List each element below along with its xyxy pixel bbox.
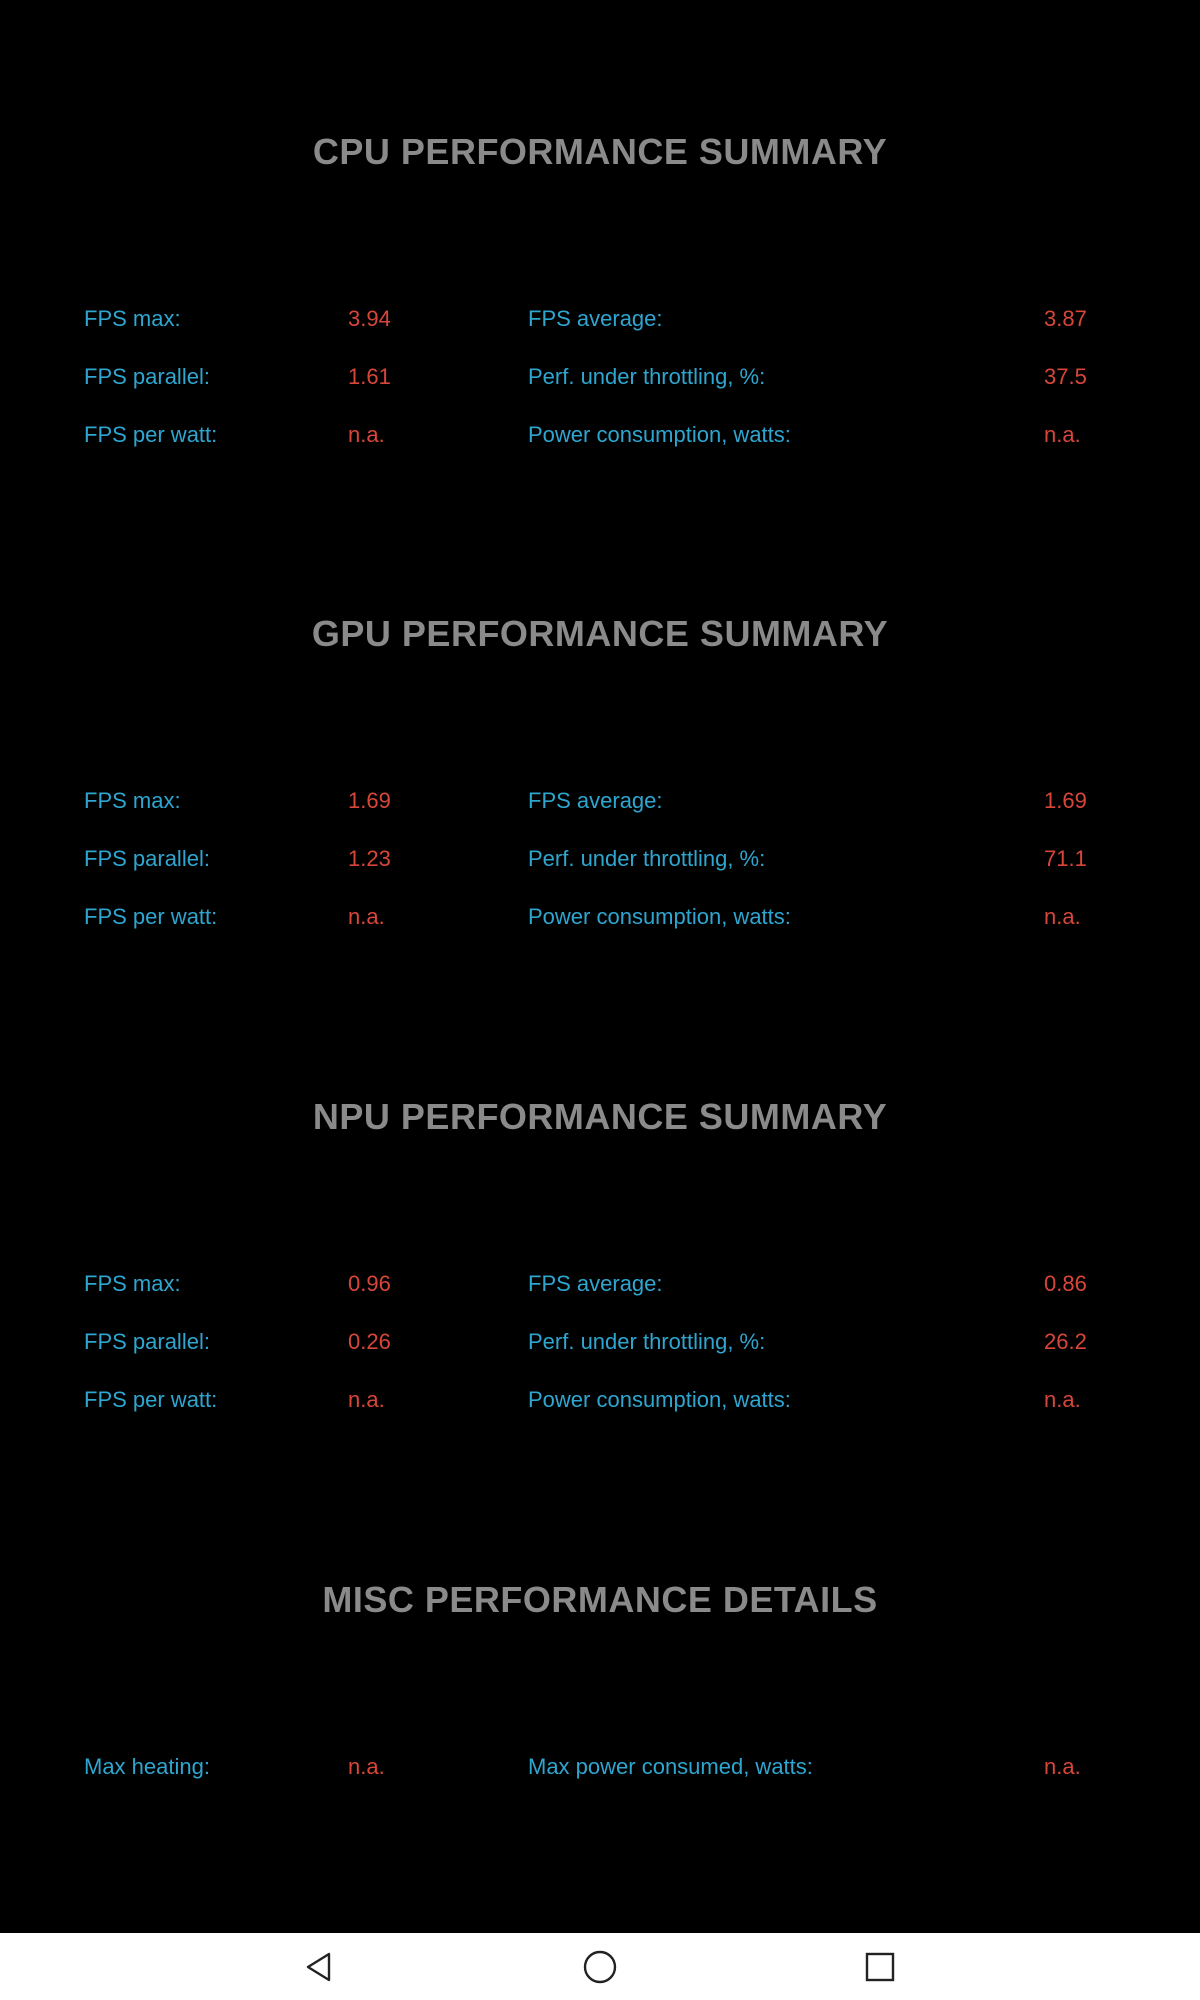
cpu-fps-parallel-value: 1.61 — [348, 364, 391, 389]
misc-section-title: MISC PERFORMANCE DETAILS — [322, 1579, 878, 1620]
cpu-power-value: n.a. — [1044, 422, 1081, 447]
npu-row-3 — [0, 1380, 1200, 1420]
max-power-label: Max power consumed, watts: — [528, 1754, 813, 1779]
recent-square-icon — [863, 1950, 897, 1984]
cpu-fps-average-value: 3.87 — [1044, 306, 1087, 331]
gpu-section-title: GPU PERFORMANCE SUMMARY — [311, 613, 889, 654]
max-power-value: n.a. — [1044, 1754, 1081, 1779]
recent-apps-button[interactable] — [860, 1947, 900, 1987]
gpu-throttling-value: 71.1 — [1044, 846, 1087, 871]
cpu-throttling-value: 37.5 — [1044, 364, 1087, 389]
gpu-row-1 — [0, 781, 1200, 821]
gpu-fps-parallel-label: FPS parallel: — [84, 846, 210, 871]
cpu-power-label: Power consumption, watts: — [528, 422, 791, 447]
npu-fps-per-watt-value: n.a. — [348, 1387, 385, 1412]
npu-fps-average-label: FPS average: — [528, 1271, 663, 1296]
cpu-fps-per-watt-value: n.a. — [348, 422, 385, 447]
max-heating-label: Max heating: — [84, 1754, 210, 1779]
npu-fps-max-value: 0.96 — [348, 1271, 391, 1296]
cpu-fps-max-label: FPS max: — [84, 306, 181, 331]
cpu-row-1 — [0, 299, 1200, 339]
cpu-fps-max-value: 3.94 — [348, 306, 391, 331]
npu-throttling-value: 26.2 — [1044, 1329, 1087, 1354]
max-heating-value: n.a. — [348, 1754, 385, 1779]
gpu-row-2 — [0, 839, 1200, 879]
misc-row-1 — [0, 1747, 1200, 1787]
cpu-throttling-label: Perf. under throttling, %: — [528, 364, 766, 389]
back-triangle-icon — [303, 1950, 337, 1984]
gpu-fps-average-value: 1.69 — [1044, 788, 1087, 813]
npu-power-value: n.a. — [1044, 1387, 1081, 1412]
home-circle-icon — [582, 1949, 618, 1985]
gpu-fps-max-label: FPS max: — [84, 788, 181, 813]
gpu-power-value: n.a. — [1044, 904, 1081, 929]
npu-throttling-label: Perf. under throttling, %: — [528, 1329, 766, 1354]
npu-fps-average-value: 0.86 — [1044, 1271, 1087, 1296]
cpu-fps-parallel-label: FPS parallel: — [84, 364, 210, 389]
cpu-row-3 — [0, 415, 1200, 455]
npu-fps-parallel-label: FPS parallel: — [84, 1329, 210, 1354]
gpu-row-3 — [0, 897, 1200, 937]
gpu-fps-max-value: 1.69 — [348, 788, 391, 813]
back-button[interactable] — [300, 1947, 340, 1987]
npu-row-2 — [0, 1322, 1200, 1362]
npu-row-1 — [0, 1264, 1200, 1304]
gpu-fps-per-watt-value: n.a. — [348, 904, 385, 929]
cpu-fps-average-label: FPS average: — [528, 306, 663, 331]
home-button[interactable] — [580, 1947, 620, 1987]
navigation-bar — [0, 1933, 1200, 2000]
gpu-fps-average-label: FPS average: — [528, 788, 663, 813]
gpu-fps-per-watt-label: FPS per watt: — [84, 904, 218, 929]
gpu-throttling-label: Perf. under throttling, %: — [528, 846, 766, 871]
cpu-fps-per-watt-label: FPS per watt: — [84, 422, 218, 447]
gpu-power-label: Power consumption, watts: — [528, 904, 791, 929]
cpu-row-2 — [0, 357, 1200, 397]
npu-fps-per-watt-label: FPS per watt: — [84, 1387, 218, 1412]
npu-section-title: NPU PERFORMANCE SUMMARY — [312, 1096, 888, 1137]
npu-power-label: Power consumption, watts: — [528, 1387, 791, 1412]
gpu-fps-parallel-value: 1.23 — [348, 846, 391, 871]
npu-fps-parallel-value: 0.26 — [348, 1329, 391, 1354]
npu-fps-max-label: FPS max: — [84, 1271, 181, 1296]
cpu-section-title: CPU PERFORMANCE SUMMARY — [312, 131, 888, 172]
